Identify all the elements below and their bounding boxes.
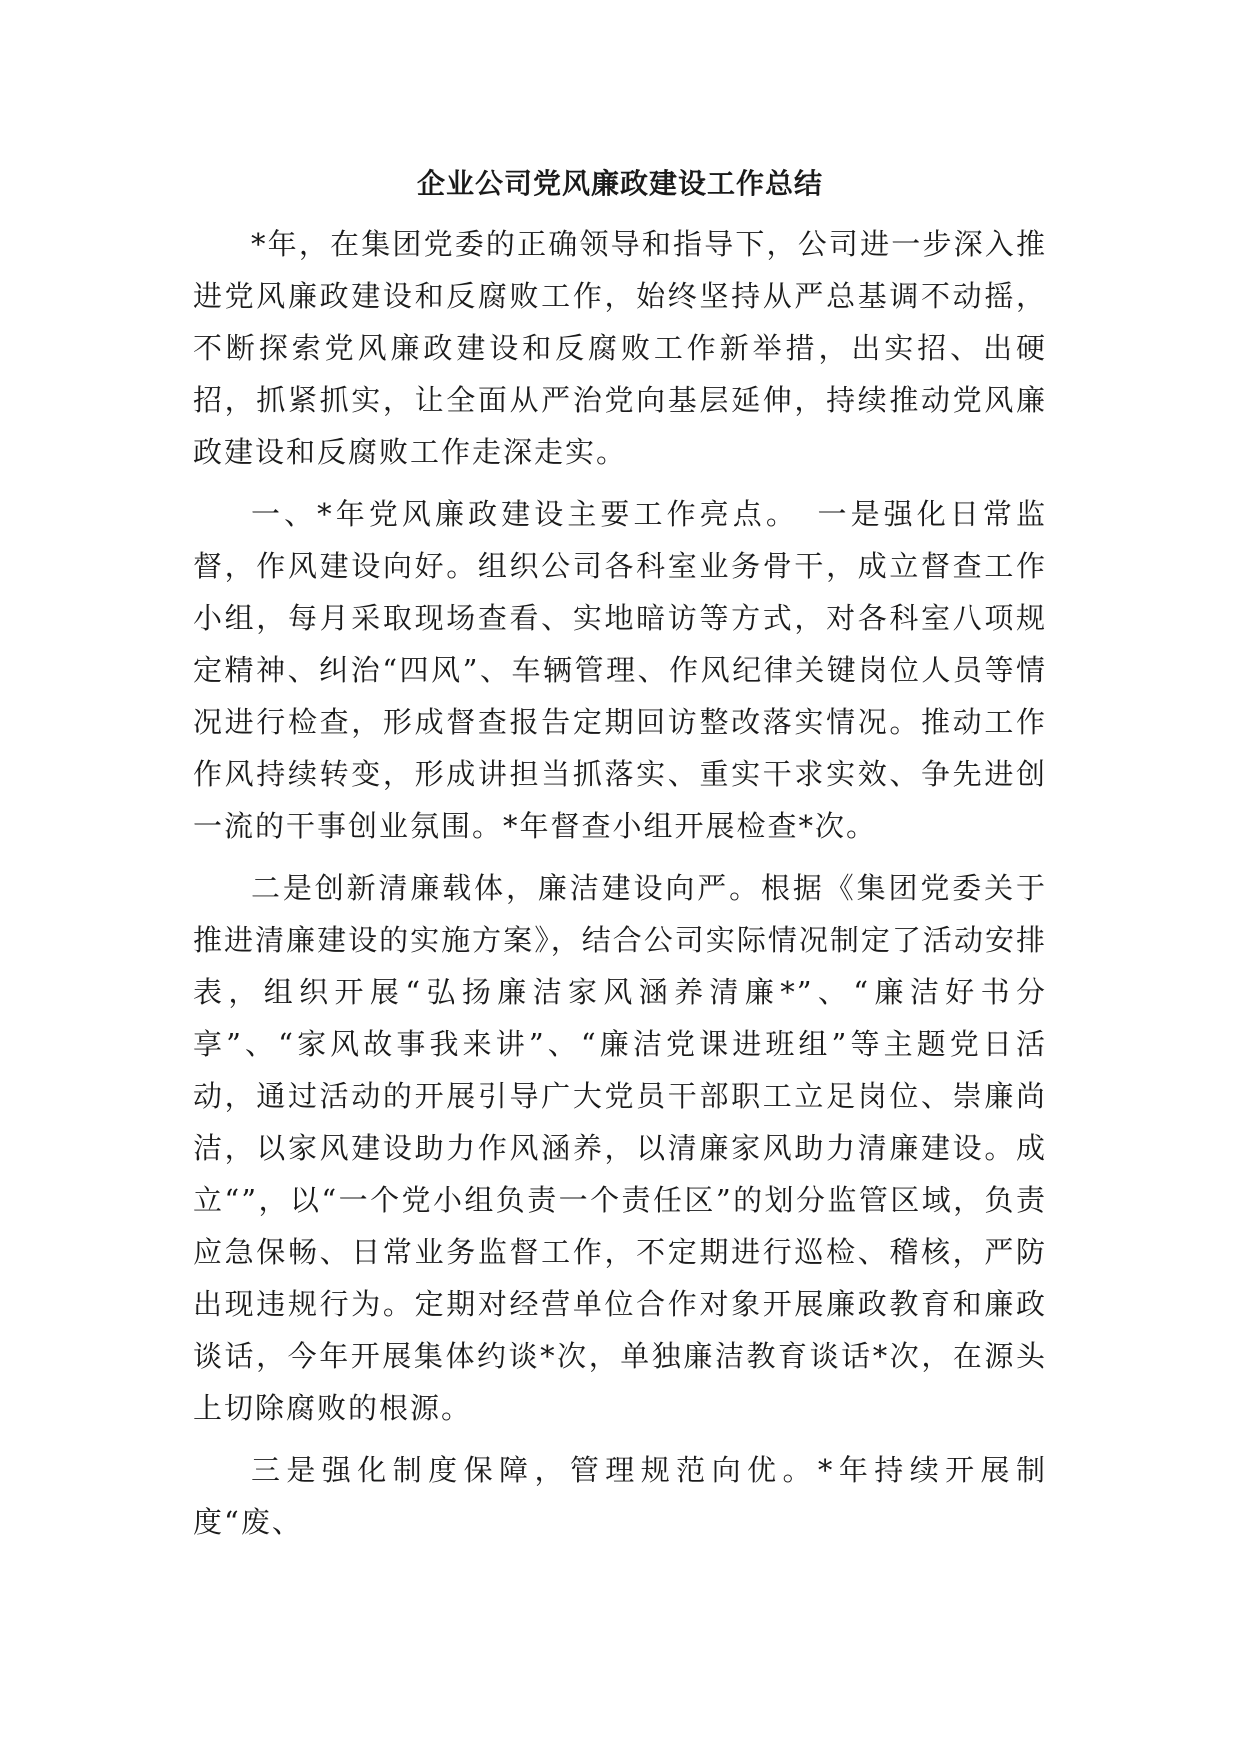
paragraph-highlight-system: 三是强化制度保障，管理规范向优。*年持续开展制度“废、 <box>193 1453 1047 1539</box>
paragraph-highlight-supervision: 一、*年党风廉政建设主要工作亮点。 一是强化日常监督，作风建设向好。组织公司各科室业务骨干，成立督查工作小组，每月采取现场查看、实地暗访等方式，对各科室八项规定精神、纠治“四风”、车辆管理、作风纪律关键岗位人员等情况进行检查，形成督查报告定期回访整改落实情况。推动工作作风持续转变，形成讲担当抓落实、重实干求实效、争先进创一流的干事创业氛围。*年督查小组开展检查*次。 <box>193 497 1047 843</box>
document-body <box>193 160 1047 1558</box>
paragraph-highlight-integrity: 二是创新清廉载体，廉洁建设向严。根据《集团党委关于推进清廉建设的实施方案》，结合公司实际情况制定了活动安排表，组织开展“弘扬廉洁家风涵养清廉*”、“廉洁好书分享”、“家风故事我来讲”、“廉洁党课进班组”等主题党日活动，通过活动的开展引导广大党员干部职工立足岗位、崇廉尚洁，以家风建设助力作风涵养，以清廉家风助力清廉建设。成立“”，以“一个党小组负责一个责任区”的划分监管区域，负责应急保畅、日常业务监督工作，不定期进行巡检、稽核，严防出现违规行为。定期对经营单位合作对象开展廉政教育和廉政谈话，今年开展集体约谈*次，单独廉洁教育谈话*次，在源头上切除腐败的根源。 <box>193 871 1047 1425</box>
paragraph-intro: *年，在集团党委的正确领导和指导下，公司进一步深入推进党风廉政建设和反腐败工作，始终坚持从严总基调不动摇，不断探索党风廉政建设和反腐败工作新举措，出实招、出硬招，抓紧抓实，让全面从严治党向基层延伸，持续推动党风廉政建设和反腐败工作走深走实。 <box>193 227 1047 469</box>
document-title: 企业公司党风廉政建设工作总结 <box>416 167 823 200</box>
